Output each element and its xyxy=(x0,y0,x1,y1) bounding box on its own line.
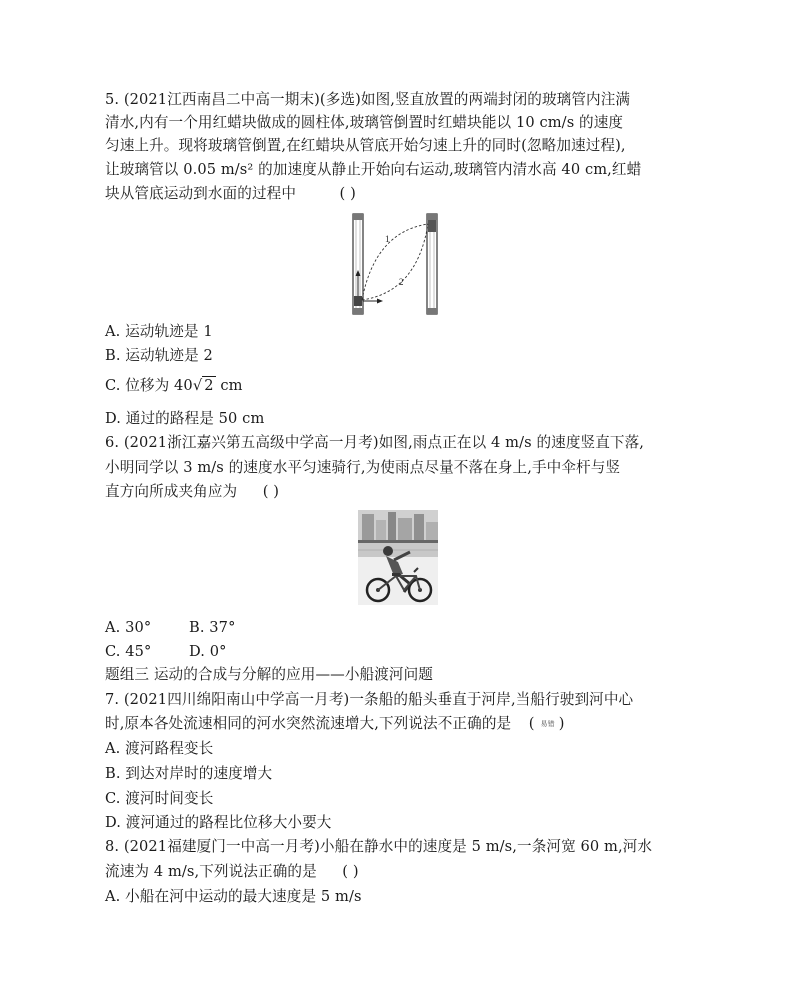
q6-line-3 xyxy=(105,481,279,503)
q5-answer-paren: ( ) xyxy=(339,185,356,202)
q8-line-2 xyxy=(105,861,359,883)
q7-line-2-text: 时,原本各处流速相同的河水突然流速增大,下列说法不正确的是 xyxy=(105,715,512,732)
q7-option-b: B. 到达对岸时的速度增大 xyxy=(105,765,273,782)
wax-block xyxy=(354,296,362,306)
q7-option-c: C. 渡河时间变长 xyxy=(105,790,214,807)
right-tube-top-cap xyxy=(427,214,437,220)
right-tube-bottom-cap xyxy=(427,308,437,314)
q5-line-1: 5. (2021江西南昌二中高一期末)(多选)如图,竖直放置的两端封闭的玻璃管内注满 xyxy=(105,91,631,108)
sqrt-symbol: √ xyxy=(192,377,203,394)
q7-option-d: D. 渡河通过的路程比位移大小要大 xyxy=(105,814,332,831)
q7-line-1: 7. (2021四川绵阳南山中学高一月考)一条船的船头垂直于河岸,当船行驶到河中心 xyxy=(105,691,634,708)
q8-line-1: 8. (2021福建厦门一中高一月考)小船在静水中的速度是 5 m/s,一条河宽 60 m,河水 xyxy=(105,838,653,855)
q6-cyclist-photo xyxy=(358,510,438,605)
q6-answer-paren: ( ) xyxy=(262,483,280,500)
q6-line-2: 小明同学以 3 m/s 的速度水平匀速骑行,为使雨点尽量不落在身上,手中伞杆与竖 xyxy=(105,459,621,476)
q6-option-d: D. 0° xyxy=(189,643,227,660)
q5-figure xyxy=(345,212,445,317)
q6-option-c: C. 45° xyxy=(105,643,152,660)
curve-2-label: 2 xyxy=(399,277,404,287)
q5-line-5 xyxy=(105,183,356,205)
q8-line-2-text: 流速为 4 m/s,下列说法正确的是 xyxy=(105,863,317,880)
q5-option-c xyxy=(105,375,243,397)
left-tube-bottom-cap xyxy=(353,308,363,314)
q5-line-5-text: 块从管底运动到水面的过程中 xyxy=(105,185,297,202)
q6-option-b: B. 37° xyxy=(189,619,236,636)
q6-options-row-1 xyxy=(105,617,235,639)
curve-1-label: 1 xyxy=(385,234,390,244)
q5-line-4: 让玻璃管以 0.05 m/s² 的加速度从静止开始向右运动,玻璃管内清水高 40 cm,红蜡 xyxy=(105,161,642,178)
q5-line-3: 匀速上升。现将玻璃管倒置,在红蜡块从管底开始匀速上升的同时(忽略加速过程), xyxy=(105,137,626,154)
q7-answer-open: ( xyxy=(528,715,535,732)
q5-line-2: 清水,内有一个用红蜡块做成的圆柱体,玻璃管倒置时红蜡块能以 10 cm/s 的速度 xyxy=(105,114,624,131)
q5-option-b: B. 运动轨迹是 2 xyxy=(105,347,213,364)
q6-line-3-text: 直方向所成夹角应为 xyxy=(105,483,238,500)
q5-option-c-unit: cm xyxy=(215,377,243,394)
q5-option-a: A. 运动轨迹是 1 xyxy=(105,323,213,340)
q7-line-2 xyxy=(105,713,565,735)
trajectory-curve-2 xyxy=(362,224,428,300)
right-tube-top-block xyxy=(428,220,436,232)
left-tube-top-cap xyxy=(353,214,363,220)
q6-line-1: 6. (2021浙江嘉兴第五高级中学高一月考)如图,雨点正在以 4 m/s 的速度竖直下落, xyxy=(105,434,645,451)
q5-option-d: D. 通过的路程是 50 cm xyxy=(105,410,265,427)
q6-option-a: A. 30° xyxy=(105,619,152,636)
q8-option-a: A. 小船在河中运动的最大速度是 5 m/s xyxy=(105,888,362,905)
q5-option-c-prefix: C. 位移为 40 xyxy=(105,377,193,394)
q7-option-a: A. 渡河路程变长 xyxy=(105,740,214,757)
q7-answer-close: ) xyxy=(558,715,565,732)
q8-answer-paren: ( ) xyxy=(342,863,359,880)
q7-error-tag: 易错 xyxy=(540,720,555,728)
section-3-title: 题组三 运动的合成与分解的应用——小船渡河问题 xyxy=(105,666,434,683)
q5-option-c-root: 2 xyxy=(204,377,214,394)
q6-options-row-2 xyxy=(105,641,227,663)
trajectory-curve-1 xyxy=(362,224,428,300)
